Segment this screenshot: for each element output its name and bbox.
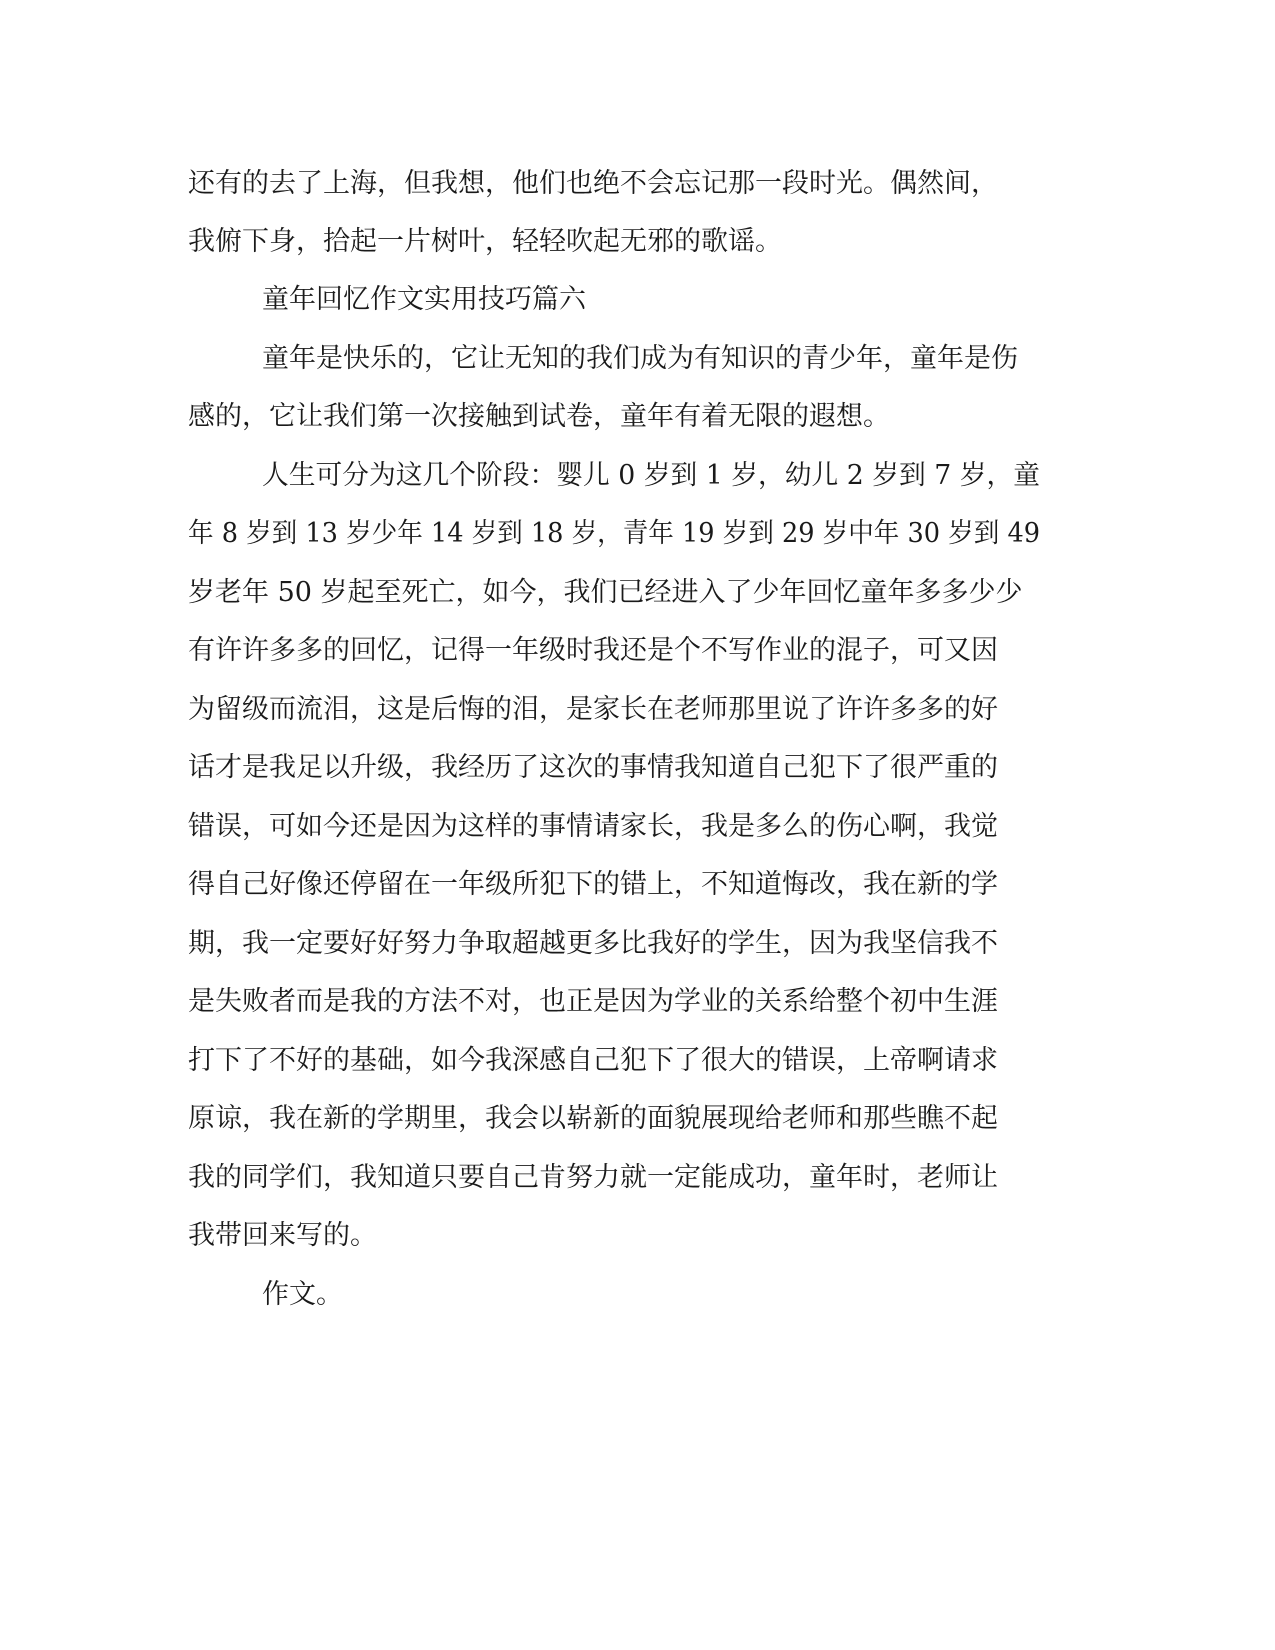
- text-line-content: 话才是我足以升级，我经历了这次的事情我知道自己犯下了很严重的: [188, 752, 998, 783]
- text-line: [0, 222, 1275, 262]
- section-title-text: 童年回忆作文实用技巧篇六: [262, 284, 586, 315]
- text-line: [0, 982, 1275, 1022]
- text-line: [0, 1275, 1275, 1315]
- text-line: [0, 748, 1275, 788]
- text-line: [0, 456, 1275, 496]
- text-line: [0, 924, 1275, 964]
- text-line-content: 原谅，我在新的学期里，我会以崭新的面貌展现给老师和那些瞧不起: [188, 1103, 998, 1134]
- section-title: [0, 280, 1275, 320]
- text-line: [0, 1041, 1275, 1081]
- text-line: [0, 807, 1275, 847]
- text-line-content: 错误，可如今还是因为这样的事情请家长，我是多么的伤心啊，我觉: [188, 811, 998, 842]
- text-line-content: 为留级而流泪，这是后悔的泪，是家长在老师那里说了许许多多的好: [188, 694, 998, 725]
- text-line: [0, 397, 1275, 437]
- text-line: [0, 1216, 1275, 1256]
- text-line-content: 感的，它让我们第一次接触到试卷，童年有着无限的遐想。: [188, 401, 890, 432]
- text-line-content: 年 8 岁到 13 岁少年 14 岁到 18 岁，青年 19 岁到 29 岁中年 30 岁到 49: [188, 518, 1041, 549]
- text-line-content: 有许许多多的回忆，记得一年级时我还是个不写作业的混子，可又因: [188, 635, 998, 666]
- text-line-content: 还有的去了上海，但我想，他们也绝不会忘记那一段时光。偶然间，: [188, 168, 998, 199]
- text-line: [0, 339, 1275, 379]
- text-line-content: 我俯下身，拾起一片树叶，轻轻吹起无邪的歌谣。: [188, 226, 782, 257]
- text-line: [0, 1099, 1275, 1139]
- text-line-content: 童年是快乐的，它让无知的我们成为有知识的青少年，童年是伤: [262, 343, 1018, 374]
- text-line-content: 打下了不好的基础，如今我深感自己犯下了很大的错误，上帝啊请求: [188, 1045, 998, 1076]
- text-line: [0, 573, 1275, 613]
- text-line: [0, 514, 1275, 554]
- text-line: [0, 164, 1275, 204]
- text-line-content: 岁老年 50 岁起至死亡，如今，我们已经进入了少年回忆童年多多少少: [188, 577, 1023, 608]
- text-line-content: 我带回来写的。: [188, 1220, 377, 1251]
- text-line-content: 得自己好像还停留在一年级所犯下的错上，不知道悔改，我在新的学: [188, 869, 998, 900]
- text-line-content: 人生可分为这几个阶段：婴儿 0 岁到 1 岁，幼儿 2 岁到 7 岁，童: [262, 460, 1040, 491]
- text-line: [0, 1158, 1275, 1198]
- text-line-content: 我的同学们，我知道只要自己肯努力就一定能成功，童年时，老师让: [188, 1162, 998, 1193]
- text-line-content: 期，我一定要好好努力争取超越更多比我好的学生，因为我坚信我不: [188, 928, 998, 959]
- text-line-content: 作文。: [262, 1279, 343, 1310]
- text-line: [0, 865, 1275, 905]
- text-line: [0, 631, 1275, 671]
- text-line: [0, 690, 1275, 730]
- text-line-content: 是失败者而是我的方法不对，也正是因为学业的关系给整个初中生涯: [188, 986, 998, 1017]
